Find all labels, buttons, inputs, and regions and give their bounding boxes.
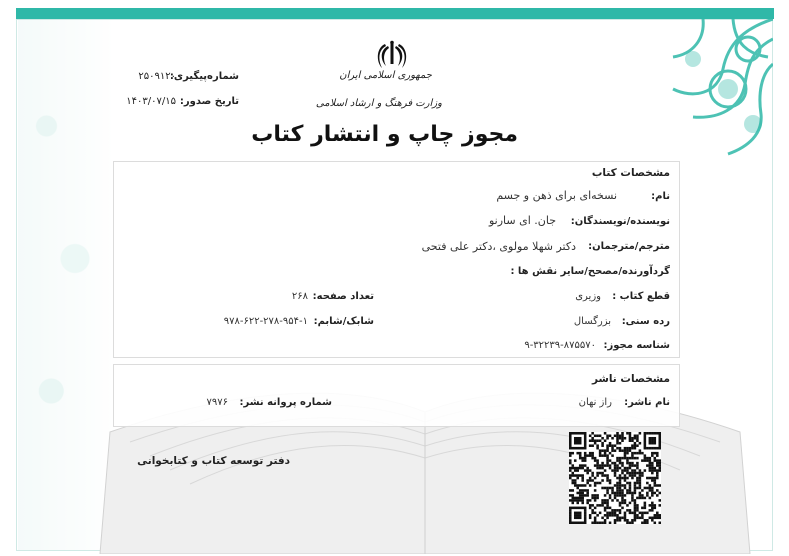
age-label: رده سنی: (621, 316, 670, 327)
compiler-label: گردآورنده/مصحح/سایر نقش ها : (510, 266, 670, 277)
license-id-value: ۹-۳۲۲۳۹-۸۷۵۵۷۰ (524, 340, 596, 351)
issue-date-label: تاریخ صدور: (179, 96, 239, 107)
ministry-line-2: وزارت فرهنگ و ارشاد اسلامی (315, 98, 442, 109)
translator-label: مترجم/مترجمان: (588, 241, 670, 252)
book-name-label: نام: (651, 191, 670, 202)
license-id-label: شناسه مجوز: (603, 340, 670, 351)
isbn-label: شابک/شابم: (313, 316, 374, 327)
book-name-value: نسخه‌ای برای ذهن و جسم (496, 189, 617, 202)
format-value: وزیری (575, 291, 601, 302)
pages-value: ۲۶۸ (291, 291, 308, 302)
age-value: بزرگسال (573, 316, 611, 327)
tracking-value: ۲۵۰۹۱۲۰ (138, 71, 176, 82)
pages-label: تعداد صفحه: (312, 291, 374, 302)
iran-emblem-icon (372, 40, 412, 70)
ministry-line-1: جمهوری اسلامی ایران (339, 70, 432, 81)
tracking-label: شماره‌پیگیری: (169, 71, 239, 82)
author-label: نویسنده/نویسندگان: (570, 216, 670, 227)
publisher-name-value: راز نهان (578, 397, 612, 408)
book-section-title: مشخصات کتاب (591, 167, 670, 179)
permit-label: شماره پروانه نشر: (239, 397, 332, 408)
author-value: جان. ای سارنو (488, 214, 556, 227)
permit-value: ۷۹۷۶ (206, 397, 228, 408)
office-name: دفتر توسعه کتاب و کتابخوانی (137, 455, 290, 467)
issue-date-value: ۱۴۰۳/۰۷/۱۵ (126, 96, 176, 107)
isbn-value: ۹۷۸-۶۲۲-۲۷۸-۹۵۴-۱ (223, 316, 308, 327)
publisher-name-label: نام ناشر: (624, 397, 670, 408)
format-label: قطع کتاب : (612, 291, 670, 302)
publisher-section-title: مشخصات ناشر (592, 373, 670, 385)
translator-value: دکتر شهلا مولوی ،دکتر علی فتحی (421, 240, 576, 253)
qr-code-icon (569, 432, 661, 524)
corner-ornament-icon (633, 19, 773, 159)
page-title: مجوز چاپ و انتشار کتاب (251, 122, 518, 147)
top-accent-bar (16, 8, 774, 19)
